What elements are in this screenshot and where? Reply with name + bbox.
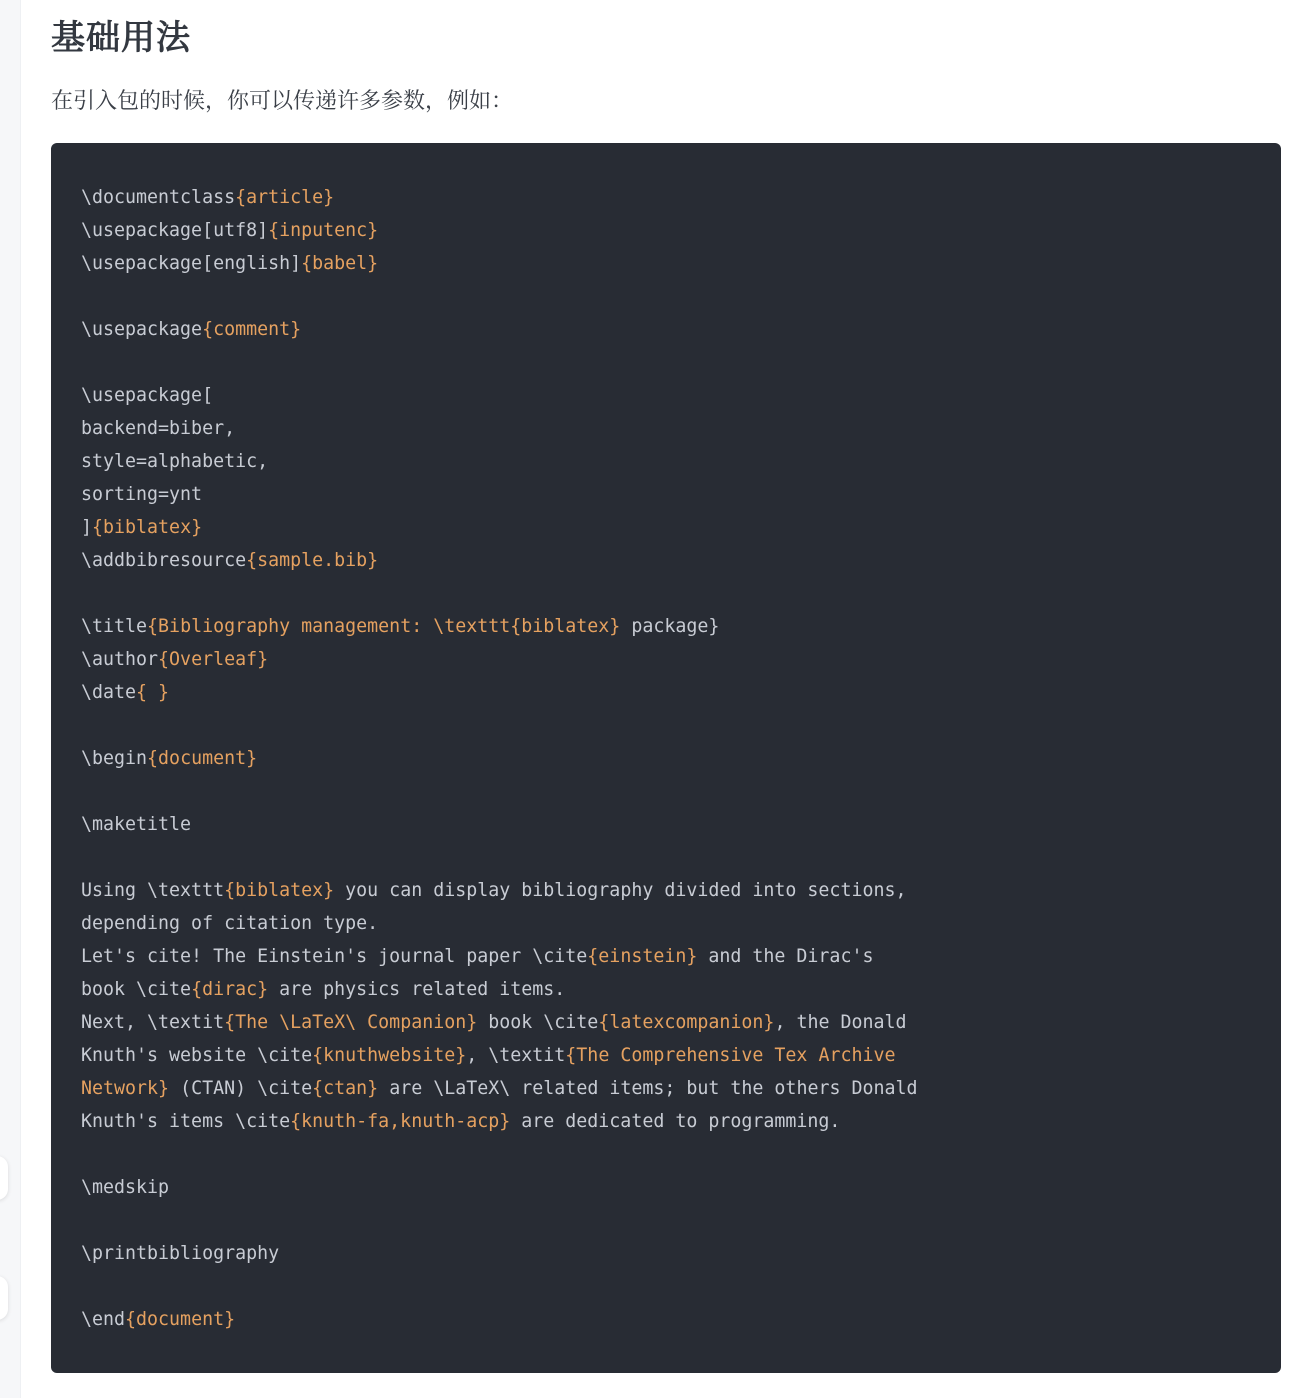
code-token-argument: { } [136, 682, 170, 703]
code-token: Next, \textit [81, 1012, 225, 1033]
code-line [81, 346, 918, 379]
code-token: depending of citation type. [81, 913, 379, 934]
rail-scroll-handle[interactable] [0, 1276, 8, 1320]
code-token: \printbibliography [81, 1243, 280, 1264]
code-token: , the Donald [774, 1012, 907, 1033]
code-token-argument: {biblatex} [92, 517, 203, 538]
code-token-argument: {comment} [202, 319, 302, 340]
code-token-argument: {inputenc} [268, 220, 379, 241]
code-line [81, 1138, 918, 1171]
code-token: \documentclass [81, 187, 236, 208]
code-line [81, 676, 918, 709]
code-line [81, 1270, 918, 1303]
left-rail [0, 0, 21, 1398]
code-token: \date [81, 682, 137, 703]
code-token-argument: {latexcompanion} [598, 1012, 775, 1033]
code-line [81, 610, 918, 643]
code-line [81, 1006, 918, 1039]
code-line [81, 709, 918, 742]
code-line [81, 1039, 918, 1072]
code-line [81, 940, 918, 973]
code-line [81, 511, 918, 544]
code-token-argument: {einstein} [587, 946, 698, 967]
code-token: \end [81, 1309, 126, 1330]
code-line [81, 841, 918, 874]
section-heading: 基础用法 [51, 18, 191, 58]
code-token: are \LaTeX\ related items; but the others Donald [378, 1078, 918, 1099]
code-token: \medskip [81, 1177, 170, 1198]
code-token: \begin [81, 748, 148, 769]
code-line [81, 973, 918, 1006]
code-line [81, 214, 918, 247]
code-token-argument: {Bibliography management: \texttt{biblatex} [147, 616, 621, 637]
code-line [81, 874, 918, 907]
code-line [81, 313, 918, 346]
code-token-argument: {knuth-fa,knuth-acp} [290, 1111, 511, 1132]
code-token: \addbibresource [81, 550, 247, 571]
code-token: \usepackage[ [81, 385, 214, 406]
code-token: , \textit [466, 1045, 566, 1066]
code-token: ] [81, 517, 93, 538]
code-line [81, 1204, 918, 1237]
code-token-argument: {ctan} [312, 1078, 379, 1099]
code-token-argument: {The \LaTeX\ Companion} [224, 1012, 478, 1033]
code-token: \title [81, 616, 148, 637]
code-line [81, 247, 918, 280]
code-token: book \cite [477, 1012, 599, 1033]
code-token: Knuth's website \cite [81, 1045, 313, 1066]
code-line [81, 643, 918, 676]
code-line [81, 577, 918, 610]
code-token: are physics related items. [268, 979, 566, 1000]
code-lines [81, 181, 918, 1336]
code-token-argument: {knuthwebsite} [312, 1045, 467, 1066]
code-token: \maketitle [81, 814, 192, 835]
code-line [81, 742, 918, 775]
code-token-argument: Network} [81, 1078, 170, 1099]
code-token: Using \texttt [81, 880, 225, 901]
code-token: \usepackage [81, 319, 203, 340]
code-token: backend=biber, [81, 418, 236, 439]
code-token: package} [620, 616, 720, 637]
code-token: style=alphabetic, [81, 451, 269, 472]
code-token-argument: {sample.bib} [246, 550, 379, 571]
rail-scroll-handle[interactable] [0, 1156, 8, 1200]
code-token: \usepackage[english] [81, 253, 302, 274]
code-token-argument: {babel} [301, 253, 379, 274]
code-line [81, 1072, 918, 1105]
code-token-argument: {biblatex} [224, 880, 335, 901]
code-line [81, 478, 918, 511]
code-token-argument: {The Comprehensive Tex Archive [565, 1045, 896, 1066]
code-token: sorting=ynt [81, 484, 203, 505]
code-token-argument: {dirac} [191, 979, 269, 1000]
code-line [81, 412, 918, 445]
code-line [81, 1237, 918, 1270]
code-token: Let's cite! The Einstein's journal paper \cite [81, 946, 588, 967]
code-token-argument: {Overleaf} [158, 649, 269, 670]
code-token-argument: {document} [147, 748, 258, 769]
code-token: book \cite [81, 979, 192, 1000]
code-block[interactable] [51, 143, 1281, 1373]
code-token: (CTAN) \cite [169, 1078, 313, 1099]
code-line [81, 907, 918, 940]
code-token: Knuth's items \cite [81, 1111, 291, 1132]
code-line [81, 775, 918, 808]
code-line [81, 1171, 918, 1204]
code-token: \author [81, 649, 159, 670]
code-token: and the Dirac's [697, 946, 874, 967]
code-token: you can display bibliography divided into sections, [334, 880, 907, 901]
code-token-argument: {document} [125, 1309, 236, 1330]
code-line [81, 280, 918, 313]
code-line [81, 379, 918, 412]
intro-paragraph: 在引入包的时候，你可以传递许多参数，例如： [51, 89, 514, 114]
code-line [81, 1303, 918, 1336]
code-line [81, 1105, 918, 1138]
code-token-argument: {article} [235, 187, 335, 208]
code-token: are dedicated to programming. [510, 1111, 841, 1132]
code-line [81, 181, 918, 214]
code-line [81, 445, 918, 478]
code-line [81, 808, 918, 841]
code-line [81, 544, 918, 577]
code-token: \usepackage[utf8] [81, 220, 269, 241]
